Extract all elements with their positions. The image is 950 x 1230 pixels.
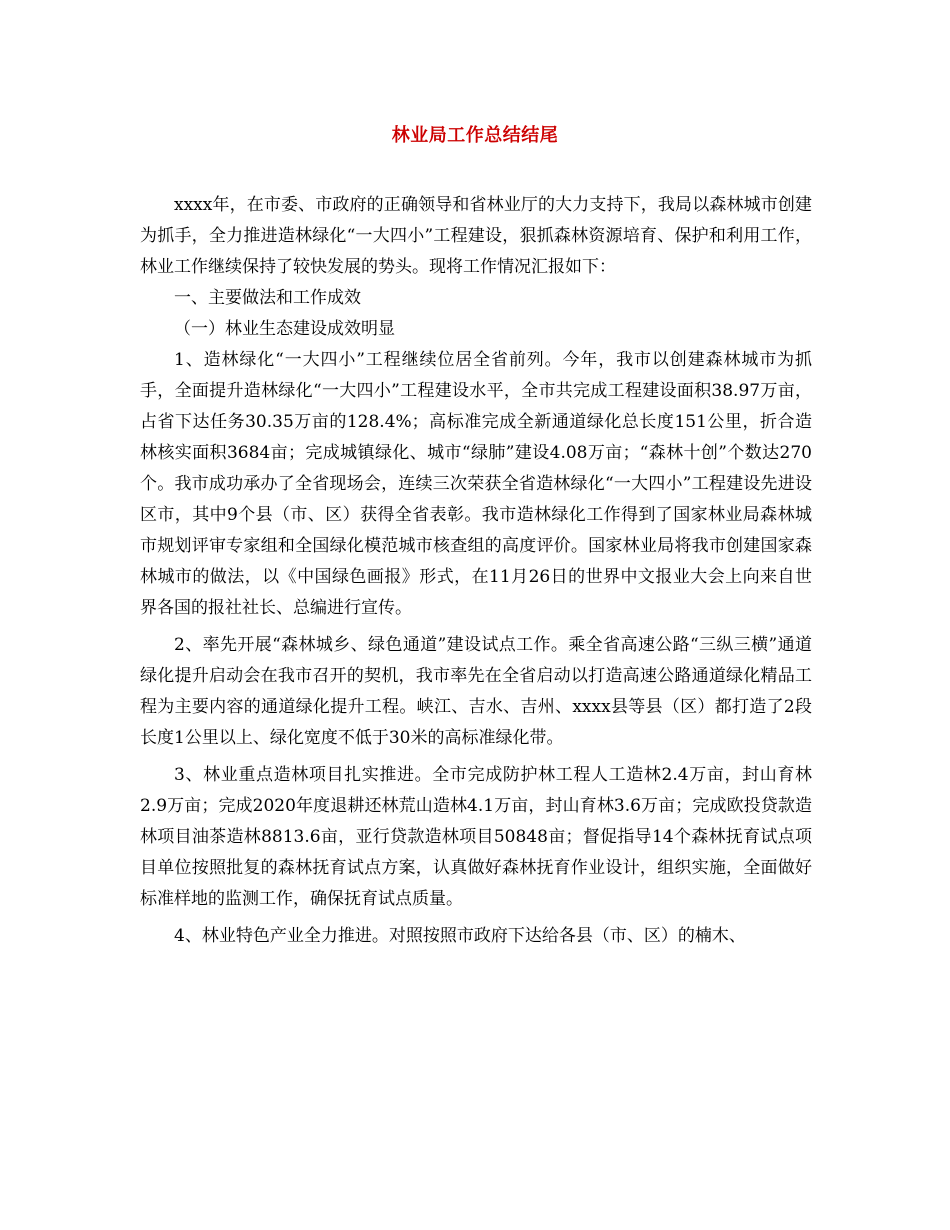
intro-paragraph: xxxx年，在市委、市政府的正确领导和省林业厅的大力支持下，我局以森林城市创建为抓手，全力推进造林绿化“一大四小”工程建设，狠抓森林资源培育、保护和利用工作，林业工作继续保持了较快发展的势头。现将工作情况汇报如下： [140, 195, 812, 277]
body-paragraph-4: 4、林业特色产业全力推进。对照按照市政府下达给各县（市、区）的楠木、 [174, 926, 746, 946]
subsection-heading: （一）林业生态建设成效明显 [174, 319, 395, 339]
document-body [140, 190, 812, 952]
document-title: 林业局工作总结结尾 [391, 125, 559, 146]
body-paragraph-3: 3、林业重点造林项目扎实推进。全市完成防护林工程人工造林2.4万亩，封山育林2.9万亩；完成2020年度退耕还林荒山造林4.1万亩，封山育林3.6万亩；完成欧投贷款造林项目油茶造林8813.6亩，亚行贷款造林项目50848亩；督促指导14个森林抚育试点项目单位按照批复的森林抚育试点方案，认真做好森林抚育作业设计，组织实施，全面做好标准样地的监测工作，确保抚育试点质量。 [140, 765, 812, 909]
section-heading: 一、主要做法和工作成效 [174, 288, 361, 308]
body-paragraph-2: 2、率先开展“森林城乡、绿色通道”建设试点工作。乘全省高速公路“三纵三横”通道绿化提升启动会在我市召开的契机，我市率先在全省启动以打造高速公路通道绿化精品工程为主要内容的通道绿化提升工程。峡江、吉水、吉州、xxxx县等县（区）都打造了2段长度1公里以上、绿化宽度不低于30米的高标准绿化带。 [140, 635, 812, 748]
body-paragraph-1: 1、造林绿化“一大四小”工程继续位居全省前列。今年，我市以创建森林城市为抓手，全面提升造林绿化“一大四小”工程建设水平，全市共完成工程建设面积38.97万亩，占省下达任务30.35万亩的128.4%；高标准完成全新通道绿化总长度151公里，折合造林核实面积3684亩；完成城镇绿化、城市“绿肺”建设4.08万亩；“森林十创”个数达270个。我市成功承办了全省现场会，连续三次荣获全省造林绿化“一大四小”工程建设先进设区市，其中9个县（市、区）获得全省表彰。我市造林绿化工作得到了国家林业局森林城市规划评审专家组和全国绿化模范城市核查组的高度评价。国家林业局将我市创建国家森林城市的做法，以《中国绿色画报》形式，在11月26日的世界中文报业大会上向来自世界各国的报社社长、总编进行宣传。 [140, 350, 812, 618]
